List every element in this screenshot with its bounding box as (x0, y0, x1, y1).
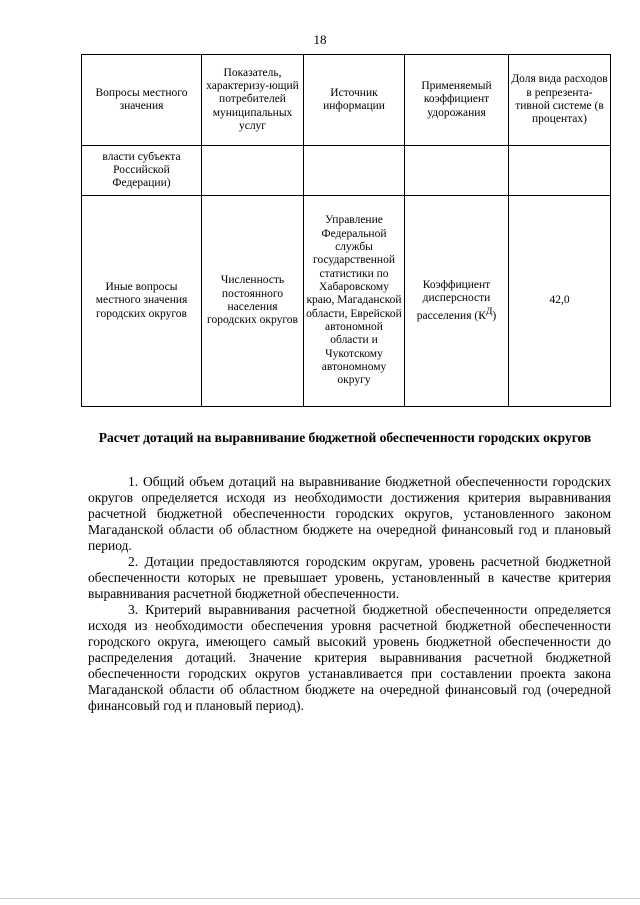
paragraph: 3. Критерий выравнивания расчетной бюджетной обеспеченности определяется исходя из необходимости обеспечения уровня расчетной бюджетной обеспеченности городского округа, имеющего самый высокий уровень бюджетной обеспеченности до распределения дотаций. Значение критерия выравнивания расчетной бюджетной обеспеченности городских округов устанавливается при составлении проекта закона Магаданской области об областном бюджете на очередной финансовый год (очередной финансовый год и плановый период). (88, 602, 611, 713)
cell-empty (509, 146, 611, 196)
paragraph: 2. Дотации предоставляются городским округам, уровень расчетной бюджетной обеспеченности которых не превышает уровень, установленный в качестве критерия выравнивания расчетной бюджетной обеспеченности. (88, 554, 611, 601)
header-source: Источник информации (304, 55, 405, 146)
cell-empty (202, 146, 304, 196)
page-bottom-rule (0, 898, 640, 899)
expense-share-table (81, 54, 611, 407)
header-questions: Вопросы местного значения (82, 55, 202, 146)
page-number: 18 (313, 32, 327, 47)
cell-source: Управление Федеральной службы государственной статистики по Хабаровскому краю, Магаданской области, Еврейской автономной области и Чукотскому автономному округу (304, 196, 405, 407)
table-row (82, 146, 611, 196)
cell-question: Иные вопросы местного значения городских округов (82, 196, 202, 407)
cell-indicator: Численность постоянного населения городских округов (202, 196, 304, 407)
coefficient-superscript: Д (485, 305, 493, 317)
cell-empty (304, 146, 405, 196)
header-indicator: Показатель, характеризу-ющий потребителей муниципальных услуг (202, 55, 304, 146)
cell-coefficient (405, 196, 509, 407)
header-coefficient: Применяемый коэффициент удорожания (405, 55, 509, 146)
coefficient-text: Коэффициент дисперсности расселения (К (416, 279, 491, 322)
paragraph: 1. Общий объем дотаций на выравнивание бюджетной обеспеченности городских округов определяется исходя из необходимости достижения критерия выравнивания расчетной бюджетной обеспеченности городских округов, установленного законом Магаданской области об областном бюджете на очередной финансовый год и плановый период. (88, 474, 611, 553)
section-title: Расчет дотаций на выравнивание бюджетной обеспеченности городских округов (98, 430, 592, 445)
body-text (88, 474, 611, 714)
header-share: Доля вида расходов в репрезента-тивной системе (в процентах) (509, 55, 611, 146)
table-row (82, 196, 611, 407)
cell-share: 42,0 (509, 196, 611, 407)
coefficient-close: ) (492, 309, 497, 322)
table-header-row (82, 55, 611, 146)
cell-question-continuation: власти субъекта Российской Федерации) (82, 146, 202, 196)
cell-empty (405, 146, 509, 196)
